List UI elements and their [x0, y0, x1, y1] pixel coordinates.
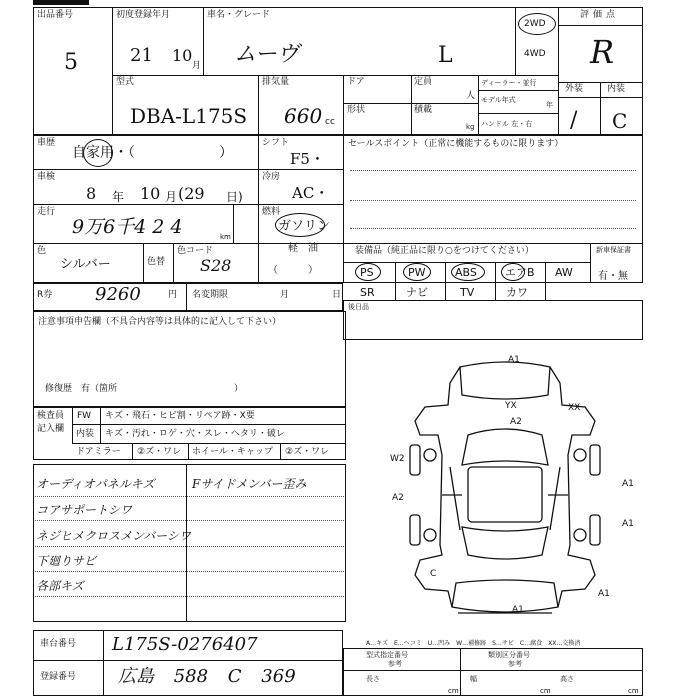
damage-mark-roof: A2 — [510, 417, 522, 427]
mileage: 9万6千4 2 4 — [72, 216, 183, 238]
equip-pw-circle — [403, 263, 431, 281]
equip-tv: TV — [460, 286, 475, 299]
rear-items-frame — [343, 300, 643, 340]
damage-mark-xx: XX — [568, 403, 581, 413]
sales-point-label: セールスポイント（正常に機能するものに限ります） — [348, 139, 564, 149]
model-code: DBA-L175S — [130, 104, 248, 128]
width-label: 幅 — [470, 675, 477, 683]
equip-sr: SR — [360, 286, 375, 299]
rear-items-label: 後日品 — [348, 303, 369, 311]
damage-mark-front: A1 — [508, 355, 520, 365]
first-reg-label: 初度登録年月 — [116, 10, 171, 20]
door-mirror-label: ドアミラー — [76, 447, 121, 457]
color-code: S28 — [200, 256, 232, 275]
damage-mark-right: A1 — [622, 479, 634, 489]
inspector-interior-head: 内装 — [76, 429, 95, 439]
grade: L — [438, 43, 453, 68]
mileage-label: 走行 — [37, 207, 56, 217]
equip-abs: ABS — [455, 266, 477, 279]
displacement-label: 排気量 — [262, 77, 290, 87]
remark-3: ネジヒメクロスメンバーシワ — [36, 529, 191, 543]
warranty-label: 新車保証書 — [596, 246, 631, 254]
color-label: 色 — [37, 246, 47, 256]
history-label: 車歴 — [37, 138, 56, 148]
recycle-label: R券 — [37, 290, 53, 300]
load-label: 積載 — [414, 105, 433, 115]
score: R — [590, 33, 615, 71]
height-label: 高さ — [560, 675, 574, 683]
equip-abs-circle — [451, 263, 485, 281]
inspector-fw-head: FW — [77, 411, 92, 421]
history-value: 自家用・（ ） — [72, 145, 233, 161]
drive-2wd-circle — [518, 13, 556, 35]
chassis-value: L175S-0276407 — [112, 634, 258, 655]
drive-2wd: 2WD — [524, 19, 546, 29]
remark-1: オーディオパネルキズ — [36, 477, 155, 491]
lot-no: 5 — [64, 50, 78, 75]
color-change-label: 色替 — [147, 257, 166, 267]
fuel-diesel: 軽 油 — [288, 243, 318, 254]
recycle-value: 9260 — [95, 284, 141, 305]
capacity-label: 定員 — [414, 77, 433, 87]
damage-mark-rear: A1 — [512, 605, 524, 615]
first-reg-month: 10 — [172, 46, 193, 65]
inspection-day: (29 — [178, 184, 205, 203]
damage-mark-rear-right: A1 — [598, 589, 610, 599]
color-code-label: 色コード — [177, 246, 214, 256]
model-approval-label: 型式指定番号 — [366, 651, 408, 659]
exterior-grade: / — [570, 108, 578, 133]
inspection-month: 10 — [140, 184, 161, 203]
inspector-fw-row: キズ・飛石・ヒビ割・リペア跡・X要 — [105, 411, 255, 421]
damage-mark-left: A2 — [392, 493, 404, 503]
remark-right-1: Fサイドメンバー歪み — [192, 477, 307, 491]
equip-ps: PS — [360, 266, 374, 279]
fuel-value: ガソリン — [278, 219, 331, 234]
model-year-label: モデル年式 — [481, 96, 516, 104]
damage-legend: A…キズ E…ヘコミ U…凹み W…補修跡 S…サビ C…腐食 XX…交換済 — [366, 640, 581, 647]
drive-4wd: 4WD — [524, 49, 546, 59]
ac-label: 冷房 — [262, 172, 281, 182]
inspector-label: 検査員 — [37, 411, 65, 421]
shift-value: F5・ — [290, 150, 325, 168]
equip-aw: AW — [555, 266, 573, 279]
exterior-label: 外装 — [565, 84, 584, 94]
shift-label: シフト — [262, 138, 290, 148]
handle-label: ハンドル 左・右 — [481, 120, 533, 128]
score-label: 評価点 — [580, 10, 620, 20]
chassis-label: 車台番号 — [40, 639, 77, 649]
remark-5: 各部キズ — [36, 579, 84, 593]
equip-navi: ナビ — [406, 286, 428, 299]
color-value: シルバー — [60, 257, 111, 272]
model-label: 型式 — [116, 77, 135, 87]
car-name: ムーヴ — [234, 42, 299, 67]
warranty-value: 有・無 — [598, 271, 628, 282]
displacement: 660 — [284, 104, 323, 128]
door-label: ドア — [347, 77, 365, 87]
private-use-circle — [83, 139, 113, 167]
interior-label: 内装 — [607, 84, 626, 94]
equip-airbag-circle — [501, 263, 525, 281]
auction-sheet: 出品番号 5 初度登録年月 21 10 月 車名・グレード ムーヴ L 2WD 4WD 評価点 R 型式 DBA-L175S 排気量 660 cc ドア 定員 人 形状 積載 kg ディーラー・並行 モデル年式 年 ハンドル 左・右 外装 内装 / C 車歴 自家用・（ ） シフト F5・ セールスポイント（正常に機能するものに限ります） 車検 8 年 10 月 (29 日) 冷房 AC・ 走行 9万6千4 2 4 km 燃料 ガソリン 軽 油 （ ） 色 シルバー 色替 色コード S28 装備品（純正品に限り○をつけてください） 新車保証書 有・無 PS PW ABS エアB AW SR ナビ TV カワ R券 9260 円 名変期限 月 日 後日品 注意事項申告欄（不具合内容等は具体的に記入して下さい） 修復歴 有（箇所 ） 検査員 記入欄 FW キズ・飛石・ヒビ割・リペア跡・X要 内装 キズ・汚れ・ロゲ・穴・スレ・ヘタリ・破レ ドアミラー ②ズ・ワレ ホイール・キャップ ②ズ・ワレ オーディオパネルキズ コアサポートシワ ネジヒメクロスメンバーシワ 下廻りサビ 各部キズ Fサイドメンバー歪み A1 YX A2 XX W2 A2 A1 A1 C A1 A1 車台番号 L175S-0276407 登録番号 広島 588 C 369 A…キズ E…ヘコミ U…凹み W…補修跡 S…サビ C…腐食 XX…交換済 型式指定番号 参考 類別区分番号 参考 長さ 幅 高さ cm cm cm — [0, 0, 700, 700]
type-class-label: 類別区分番号 — [488, 651, 530, 659]
remark-4: 下廻りサビ — [36, 554, 97, 568]
equip-airbag: エアB — [505, 266, 535, 279]
equipment-label: 装備品（純正品に限り○をつけてください） — [355, 246, 534, 256]
damage-mark-w2: W2 — [390, 454, 405, 464]
lot-no-label: 出品番号 — [37, 10, 74, 20]
repair-history-label: 修復歴 有（箇所 ） — [45, 384, 244, 394]
inspection-year: 8 — [86, 184, 97, 203]
first-reg-year: 21 — [130, 45, 153, 66]
length-label: 長さ — [366, 675, 380, 683]
wheel-cap-label: ホイール・キャップ — [192, 447, 273, 457]
car-name-label: 車名・グレード — [207, 10, 271, 20]
damage-mark-c: C — [430, 569, 437, 579]
registration-value: 広島 588 C 369 — [118, 666, 296, 687]
ac-value: AC・ — [292, 184, 330, 202]
inspection-label: 車検 — [37, 172, 56, 182]
fuel-label: 燃料 — [262, 207, 281, 217]
equip-ps-circle — [355, 263, 381, 281]
interior-grade: C — [612, 109, 628, 133]
top-strip — [33, 0, 89, 5]
dealer-label: ディーラー・並行 — [481, 79, 537, 87]
damage-mark-right-2: A1 — [622, 519, 634, 529]
recycle-frame — [33, 283, 343, 311]
equip-leather: カワ — [506, 286, 528, 299]
remark-2: コアサポートシワ — [36, 503, 133, 517]
registration-label: 登録番号 — [40, 672, 77, 682]
equip-pw: PW — [408, 266, 426, 279]
fuel-circle — [275, 213, 325, 237]
car-damage-diagram — [390, 355, 620, 620]
inspector-interior-row: キズ・汚れ・ロゲ・穴・スレ・ヘタリ・破レ — [105, 429, 285, 439]
name-change-label: 名変期限 — [192, 290, 229, 300]
notes-label: 注意事項申告欄（不具合内容等は具体的に記入して下さい） — [38, 317, 282, 327]
damage-mark-yx: YX — [505, 401, 517, 411]
shape-label: 形状 — [347, 105, 366, 115]
